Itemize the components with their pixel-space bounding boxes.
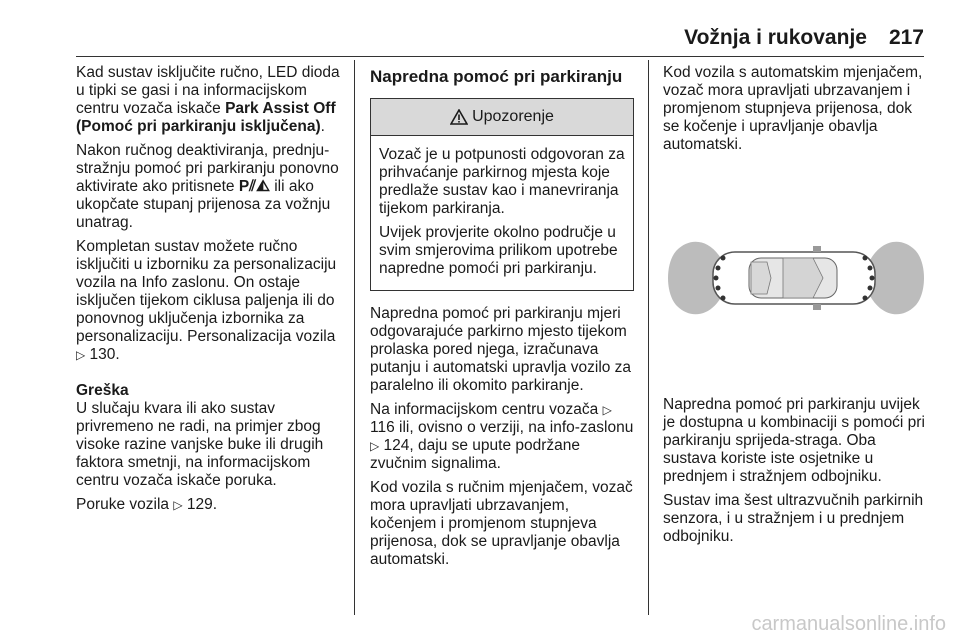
chapter-title: Vožnja i rukovanje [684, 26, 867, 49]
paragraph: Nakon ručnog deaktiviranja, prednju-stražnju pomoć pri parkiranju ponovno aktivirate ako pritisnete P⫽◭ ili ako ukopčate stupanj prijenosa za vožnju unatrag. [76, 142, 339, 231]
section-heading: Napredna pomoć pri parkiranju [370, 67, 623, 86]
warning-text: Vozač je u potpunosti odgovoran za prihvaćanje parkirnog mjesta koje predlaže sustav kao i manevriranja tijekom parkiranja. [379, 146, 625, 217]
subheading-fault: Greška [76, 382, 129, 399]
xref-arrow-icon: ▷ [602, 403, 612, 417]
warning-text: Uvijek provjerite okolno područje u svim smjerovima prilikom upotrebe napredne pomoći pri parkiranju. [379, 224, 618, 277]
warning-header [371, 99, 633, 136]
column-divider-2 [648, 60, 649, 615]
column-divider-1 [354, 60, 355, 615]
column-2 [370, 64, 634, 575]
page-reference[interactable]: 124, daju se upute podržane zvučnim signalima. [370, 437, 581, 472]
xref-arrow-icon: ▷ [370, 439, 380, 453]
car-sensor-diagram-icon [663, 160, 928, 382]
paragraph: Kad sustav isključite ručno, LED dioda u tipki se gasi i na informacijskom centru vozača iskače Park Assist Off (Pomoć pri parkiranju isključena). [76, 64, 340, 135]
page-number: 217 [888, 26, 924, 49]
message-text: Park Assist Off (Pomoć pri parkiranju isključena) [76, 100, 336, 135]
column-3 [663, 64, 928, 552]
header-rule [76, 56, 924, 57]
warning-box [370, 98, 634, 291]
paragraph: Kod vozila s automatskim mjenjačem, vozač mora upravljati ubrzavanjem i promjenom stupnjeva prijenosa, dok se kočenje i upravljanje obavlja automatski. [663, 64, 923, 153]
warning-triangle-icon [450, 109, 468, 125]
column-1 [76, 64, 341, 520]
page-reference[interactable]: 116 ili, ovisno o verziji, na info-zaslonu [370, 419, 634, 436]
park-assist-button-icon: P⫽◭ [238, 178, 270, 195]
paragraph: Kod vozila s ručnim mjenjačem, vozač mora upravljati ubrzavanjem, kočenjem i promjenom stupnjeva prijenosa, dok se upravljanje obavlja automatski. [370, 479, 633, 568]
paragraph: U slučaju kvara ili ako sustav privremeno ne radi, na primjer zbog visoke razine vanjske buke ili drugih faktora smetnji, na informacijskom centru vozača iskače poruka. [76, 400, 324, 489]
paragraph: Napredna pomoć pri parkiranju mjeri odgovarajuće parkirno mjesto tijekom prolaska pored njega, izračunava putanju i automatski upravlja vozilo za paralelno ili okomito parkiranje. [370, 305, 632, 394]
warning-body [371, 136, 633, 290]
paragraph: Napredna pomoć pri parkiranju uvijek je dostupna u kombinaciji s pomoći pri parkiranju sprijeda-straga. Oba sustava koriste iste osjetnike u prednjem i stražnjem odbojniku. [663, 396, 925, 485]
paragraph: Poruke vozila ▷ 129. [76, 496, 218, 513]
watermark: carmanualsonline.info [751, 613, 946, 635]
xref-arrow-icon: ▷ [76, 348, 86, 362]
paragraph: Sustav ima šest ultrazvučnih parkirnih senzora, i u stražnjem i u prednjem odbojniku. [663, 492, 924, 545]
xref-arrow-icon: ▷ [173, 498, 183, 512]
page-reference[interactable]: 130. [89, 346, 120, 363]
page-header [76, 26, 924, 50]
page-reference[interactable]: 129. [186, 496, 218, 513]
paragraph: Na informacijskom centru vozača ▷ 116 ili, ovisno o verziji, na info-zaslonu ▷ 124, daju se upute podržane zvučnim signalima. [370, 401, 634, 472]
paragraph: Kompletan sustav možete ručno isključiti u izborniku za personalizaciju vozila na Info zaslonu. On ostaje isključen tijekom ciklusa paljenja ili do ponovnog uključenja izbornika za personalizaciju. Personalizacija vozila ▷ 130. [76, 238, 337, 363]
warning-title: Upozorenje [472, 108, 554, 125]
